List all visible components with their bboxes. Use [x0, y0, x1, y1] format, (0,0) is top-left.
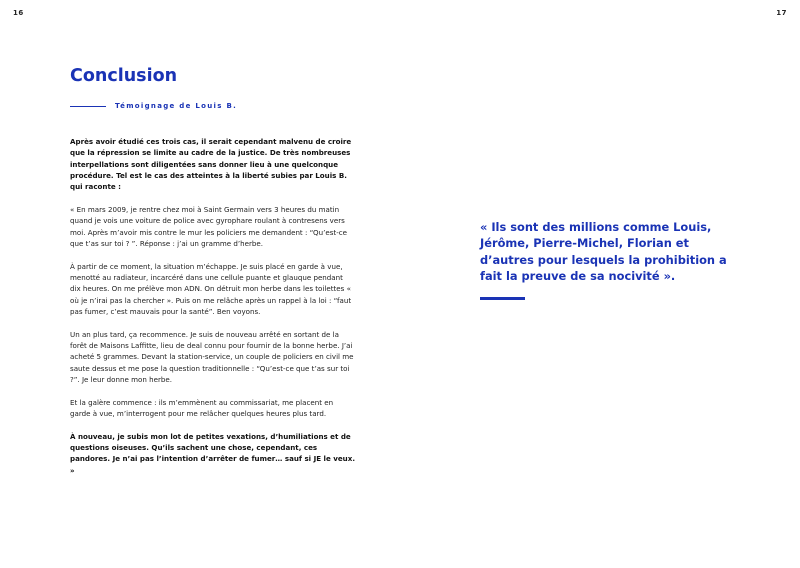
body-column	[70, 136, 355, 487]
testimony-paragraph: À partir de ce moment, la situation m’échappe. Je suis placé en garde à vue, menotté au radiateur, incarcéré dans une cellule puante et glauque pendant dix heures. On me prélève mon ADN. On détruit mon herbe dans les toilettes « où je n’irai pas la chercher ». Puis on me relâche après un rappel à la loi : “faut pas fumer, c’est mauvais pour la santé”. Ben voyons.	[70, 261, 352, 316]
subtitle-row	[70, 102, 237, 110]
page-number-right: 17	[776, 9, 787, 17]
intro-paragraph: Après avoir étudié ces trois cas, il serait cependant malvenu de croire que la répression se limite au cadre de la justice. De très nombreuses interpellations sont diligentées sans donner lieu à une quelconque procédure. Tel est le cas des atteintes à la liberté subies par Louis B. qui raconte :	[70, 137, 352, 192]
subtitle-rule	[70, 106, 106, 107]
page-number-left: 16	[13, 9, 24, 17]
testimony-paragraph: Un an plus tard, ça recommence. Je suis de nouveau arrêté en sortant de la forêt de Maisons Laffitte, lieu de deal connu pour fournir de la bonne herbe. J’ai acheté 5 grammes. Devant la station-service, un couple de policiers en civil me saute dessus et me pose la question traditionnelle : “Qu’est-ce que t’as sur toi ?”. Je leur donne mon herbe.	[70, 329, 354, 384]
section-title: Conclusion	[70, 66, 178, 86]
testimony-paragraph: Et la galère commence : ils m’emmènent au commissariat, me placent en garde à vue, m’interrogent pour me relâcher quelques heures plus tard.	[70, 397, 334, 418]
testimony-paragraph: « En mars 2009, je rentre chez moi à Saint Germain vers 3 heures du matin quand je vois une voiture de police avec gyrophare roulant à contresens vers moi. Après m’avoir mis contre le mur les policiers me demandent : “Qu’est-ce que t’as sur toi ? ”. Réponse : j’ai un gramme d’herbe.	[70, 204, 348, 248]
section-subtitle: Témoignage de Louis B.	[115, 102, 238, 110]
pull-quote: « Ils sont des millions comme Louis, Jérôme, Pierre-Michel, Florian et d’autres pour lesquels la prohibition a fait la preuve de sa nocivité ».	[480, 220, 727, 283]
closing-paragraph: À nouveau, je subis mon lot de petites vexations, d’humiliations et de questions oiseuses. Qu’ils sachent une chose, cependant, ces pandores. Je n’ai pas l’intention d’arrêter de fumer… sauf si JE le veux. »	[70, 431, 356, 475]
pull-quote-rule	[480, 297, 525, 300]
